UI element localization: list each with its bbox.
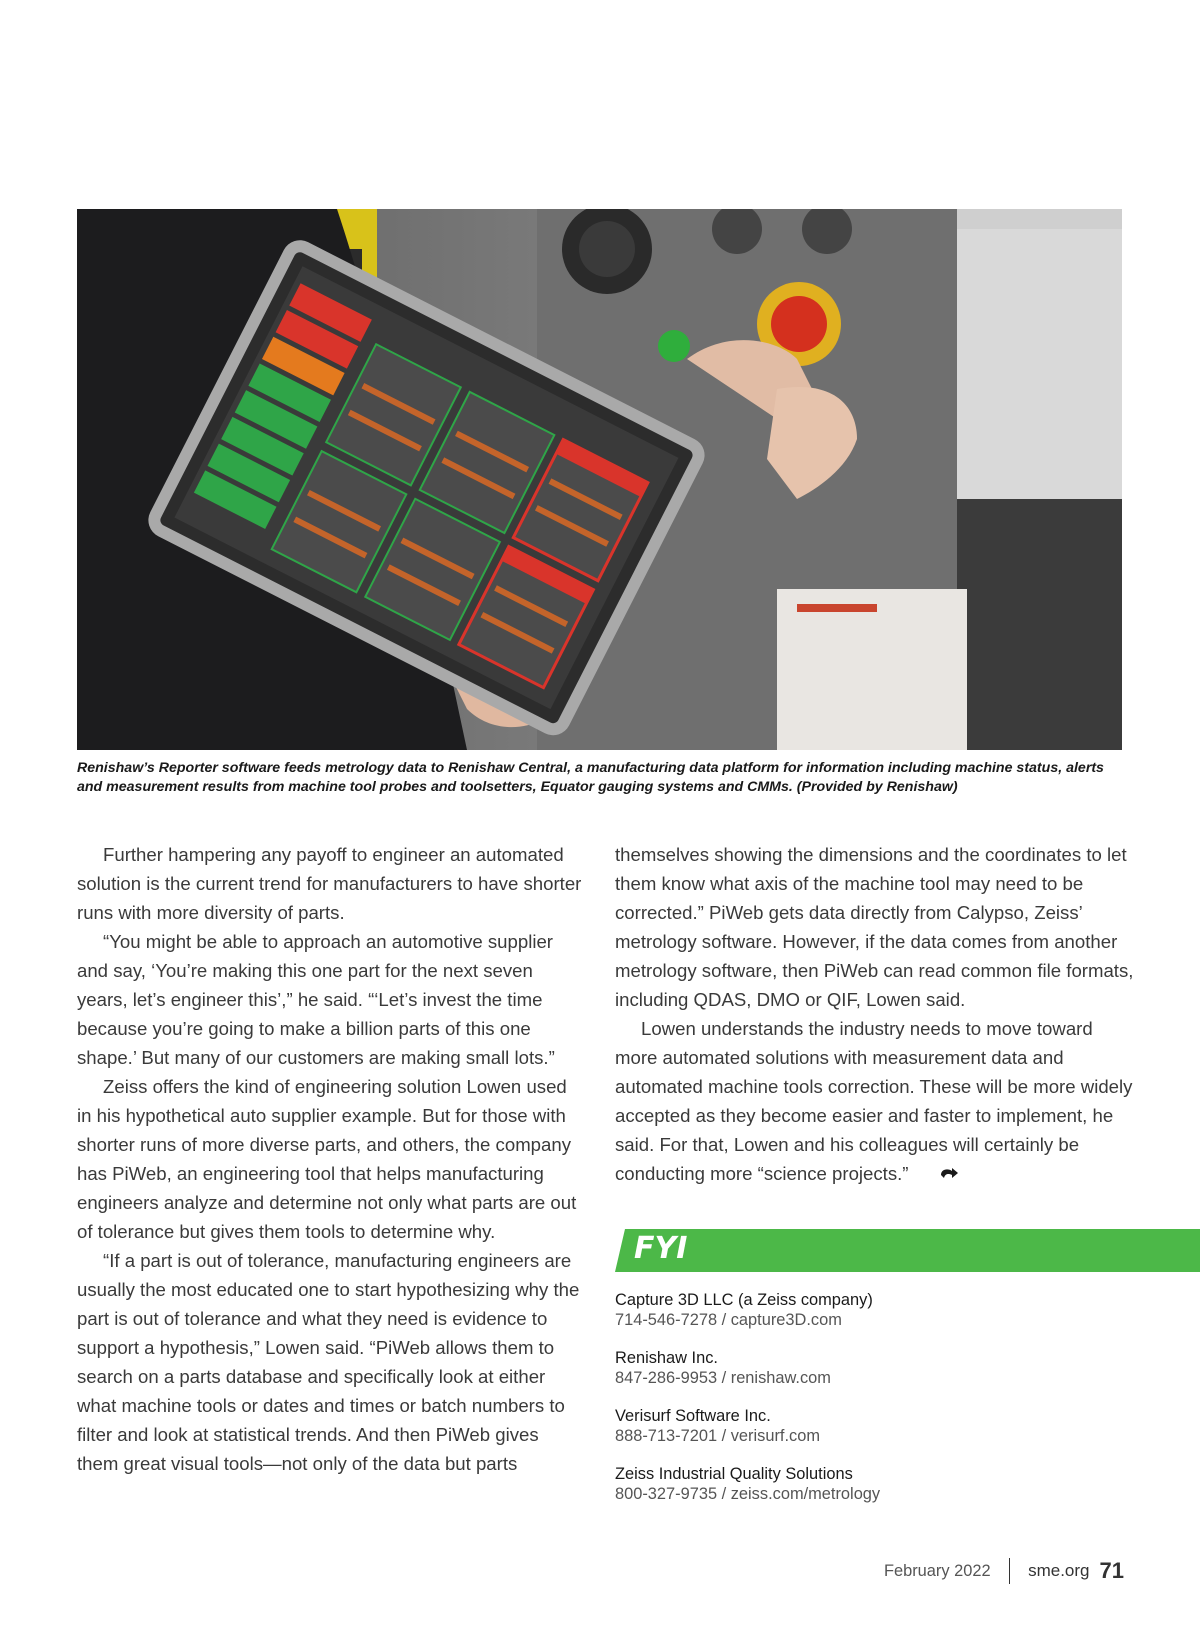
contact-name: Zeiss Industrial Quality Solutions <box>615 1465 853 1483</box>
body-paragraph: Further hampering any payoff to engineer an automated solution is the current trend for manufacturers to have shorter runs with more diversity of parts. <box>77 844 582 923</box>
site-link[interactable]: sme.org <box>1028 1561 1090 1580</box>
article-left-column <box>77 840 585 1478</box>
body-paragraph: themselves showing the dimensions and the coordinates to let them know what axis of the machine tool may need to be corrected.” PiWeb gets data directly from Calypso, Zeiss’ metrology software. However, if the data comes from another metrology software, then PiWeb can read common file formats, including QDAS, DMO or QIF, Lowen said. <box>615 844 1134 1010</box>
page-number: 71 <box>1099 1558 1124 1583</box>
footer-divider <box>1009 1558 1011 1584</box>
body-paragraph-text: Lowen understands the industry needs to move toward more automated solutions with measurement data and automated machine tools correction. These will be more widely accepted as they become easier and faster to implement, he said. For that, Lowen and his colleagues will certainly be conducting more “science projects.” <box>615 1018 1133 1184</box>
contact-name: Renishaw Inc. <box>615 1349 718 1367</box>
page-footer <box>884 1556 1124 1586</box>
contact-info: 800-327-9735 / zeiss.com/metrology <box>615 1485 881 1503</box>
fyi-title: FYI <box>634 1231 688 1266</box>
end-of-article-icon <box>913 1161 959 1190</box>
article-photo <box>77 209 1122 750</box>
contact-entry <box>615 1406 1175 1446</box>
issue-date: February 2022 <box>883 1561 991 1580</box>
contact-info: 714-546-7278 / capture3D.com <box>615 1311 842 1329</box>
body-paragraph: “If a part is out of tolerance, manufacturing engineers are usually the most educated one to start hypothesizing why the part is out of tolerance and what they need is evidence to support a hypothesis,” Lowen said. “PiWeb allows them to search on a parts database and specifically look at either what machine tools or dates and times or batch numbers to filter and look at statistical trends. And then PiWeb gives them great visual tools—not only of the data but parts <box>77 1250 580 1474</box>
contact-name: Verisurf Software Inc. <box>615 1407 771 1425</box>
article-right-column <box>615 840 1135 1190</box>
photo-caption: Renishaw’s Reporter software feeds metrology data to Renishaw Central, a manufacturing data platform for information including machine status, alerts and measurement results from machine tool probes and toolsetters, Equator gauging systems and CMMs. (Provided by Renishaw) <box>77 760 1104 795</box>
body-paragraph-final <box>615 1014 1135 1190</box>
tablet-photo-illustration <box>77 209 1122 750</box>
contact-entry <box>615 1290 1175 1330</box>
contact-entry <box>615 1348 1175 1388</box>
body-paragraph: Zeiss offers the kind of engineering solution Lowen used in his hypothetical auto supplier example. But for those with shorter runs of more diverse parts, and others, the company has PiWeb, an engineering tool that helps manufacturing engineers analyze and determine not only what parts are out of tolerance but gives them tools to determine why. <box>77 1076 577 1242</box>
fyi-banner <box>615 1229 1200 1272</box>
contact-info: 888-713-7201 / verisurf.com <box>615 1427 820 1445</box>
contact-name: Capture 3D LLC (a Zeiss company) <box>615 1291 873 1309</box>
contact-info: 847-286-9953 / renishaw.com <box>615 1369 831 1387</box>
body-paragraph: “You might be able to approach an automotive supplier and say, ‘You’re making this one part for the next seven years, let’s engineer this’,” he said. “‘Let’s invest the time because you’re going to make a billion parts of this one shape.’ But many of our customers are making small lots.” <box>77 931 555 1068</box>
fyi-contact-list <box>615 1290 1175 1522</box>
contact-entry <box>615 1464 1175 1504</box>
